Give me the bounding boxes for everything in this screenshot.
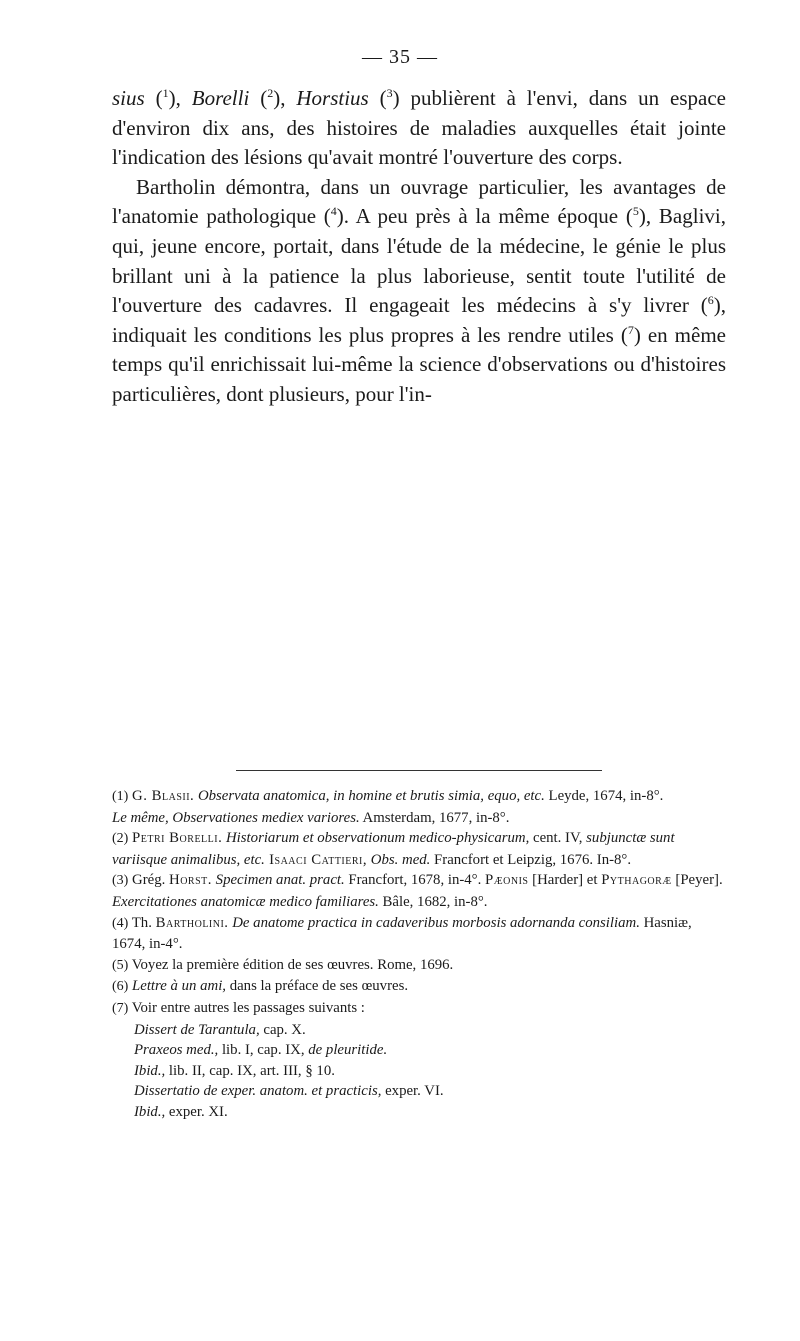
footnote-4 [112,913,726,955]
author-name: Pæonis [485,872,529,889]
footnote-number: (3) [112,873,129,889]
author-name: Bartholini. [155,914,229,931]
work-title: Specimen anat. pract. [211,872,345,889]
footnote-text: Grég. [128,872,170,889]
text-fragment: . A peu près à la même époque [343,204,626,229]
footnote-number: (1) [112,789,129,804]
footnotes [112,786,726,1123]
footnote-text: dans la préface de ses œuvres. [226,978,409,995]
footnote-number: (2) [112,831,129,847]
footnote-3 [112,870,726,912]
work-title: Observata anatomica, in homine et brutis simia, equo, etc. [197,788,545,804]
work-title: Dissert de Tarantula, [134,1021,260,1038]
footnote-ref: 2 [267,86,274,100]
reference-line [112,1040,726,1061]
footnote-text: Voyez la première édition de ses œuvres. Rome, 1696. [128,956,454,973]
footnote-text: Hasniæ, 1674, in-4°. [112,914,692,953]
text-fragment: publièrent à l'envi, dans un espace d'environ dix ans, des histoires de maladies auxquelles était jointe l'indication des lésions qu'avait montré l'ouverture des corps. [112,86,726,170]
author-name: Pythagoræ [601,872,672,889]
author-name: Horstius [296,86,369,110]
work-title: Historiarum et observationum medico-physicarum, [226,830,530,847]
footnote-text: Voir entre autres les passages suivants : [128,999,365,1016]
work-title: Praxeos med., [134,1042,219,1059]
work-title: Exercitationes anatomicæ medico familiares. [112,893,379,910]
author-name: Petri Borelli. [132,830,223,847]
author-name: Isaaci Cattieri, [264,851,368,868]
author-name: Horst. [169,872,212,889]
footnote-ref: 4 [330,204,337,219]
footnote-number: (7) [112,1000,129,1016]
paragraph-2: Bartholin démontra, dans un ouvrage particulier, les avantages de l'anatomie pathologique ($^4$). A peu près à la même époque ($^5$), Baglivi, qui, jeune encore, portait, dans l'étude de la médecine, le génie le plus brillant uni à la patience la plus laborieuse, sentit toute l'utilité de l'ouverture des cadavres. Il engageait les médecins à s'y livrer ($^6$), indiquait les conditions les plus propres à les rendre utiles ($^7$) en même temps qu'il enrichissait lui-même la science d'observations ou d'histoires particulières, dont plusieurs, pour l'in- [112,174,726,406]
work-title: Obs. med. [367,851,431,868]
work-title: Lettre à un ami, [128,978,227,995]
work-title: de pleuritide. [308,1042,388,1059]
paragraph-1: sius ($^1$), Borelli ($^2$), Horstius ($^3$) publièrent à l'envi, dans un espace d'environ dix ans, des histoires de maladies auxquelles était jointe l'indication des lésions qu'avait montré l'ouverture des corps. [112,86,726,170]
footnote-text: exper. VI. [381,1083,444,1100]
reference-line [112,1020,726,1041]
text-fragment: , [175,86,192,110]
footnote-1 [112,786,726,828]
author-name: G. Blasii. [132,788,195,804]
footnote-number: (6) [112,979,129,995]
footnote-ref: 6 [707,293,714,308]
footnote-text: [Peyer]. [671,872,723,889]
reference-line [112,1081,726,1102]
footnote-text: lib. I, cap. IX, [218,1042,309,1059]
work-title: Dissertatio de exper. anatom. et practicis, [134,1083,382,1100]
footnote-text: lib. II, cap. IX, art. III, § 10. [165,1062,335,1079]
author-name: Borelli [191,86,250,110]
footnote-text: exper. XI. [165,1103,228,1120]
work-title: subjunctæ sunt variisque animalibus, etc. [112,830,675,868]
text-fragment: , Baglivi, qui, jeune encore, portait, dans l'étude de la médecine, le génie le plus brillant uni à la patience la plus laborieuse, sentit toute l'utilité de l'ouverture des cadavres. Il engageait les médecins à s'y livrer [112,204,726,318]
page-number: — 35 — [362,46,438,68]
footnote-text: Amsterdam, 1677, in-8°. [359,809,510,826]
footnote-ref: 3 [386,86,393,100]
footnote-text: cent. IV, [529,830,587,847]
work-title: De anatome practica in cadaveribus morbosis adornanda consiliam. [228,914,640,931]
work-title: Ibid., [134,1103,166,1120]
text-fragment: sius [112,86,145,110]
text-fragment: , [280,86,297,110]
footnote-divider [236,770,602,771]
work-title: Ibid., [134,1062,166,1079]
footnote-text: Th. [128,914,156,931]
footnote-number: (4) [112,915,129,931]
footnote-7 [112,998,726,1020]
footnote-5 [112,955,726,977]
reference-line [112,1061,726,1082]
footnote-6 [112,976,726,998]
text-fragment: en même temps qu'il enrichissait lui-même la science d'observations ou d'histoires particulières, dont plusieurs, pour l'in- [112,322,726,406]
reference-line [112,1102,726,1123]
footnote-ref: 1 [162,86,169,100]
footnote-text: Leyde, 1674, in-8°. [544,788,664,804]
work-title: Le même, Observationes mediex variores. [112,809,360,826]
footnote-text: Francfort et Leipzig, 1676. In-8°. [430,851,632,868]
footnote-2 [112,828,726,870]
text-fragment: Bartholin démontra, dans un ouvrage particulier, les avantages de l'anatomie pathologique [112,174,726,229]
footnote-text: cap. X. [259,1021,306,1038]
text-fragment: , indiquait les conditions les plus propres à les rendre utiles [112,293,726,347]
footnote-number: (5) [112,957,129,973]
body-text [112,84,726,410]
footnote-text: Francfort, 1678, in-4°. [344,872,485,889]
footnote-text: [Harder] et [528,872,602,889]
footnote-text: Bâle, 1682, in-8°. [378,893,488,910]
footnote-ref: 5 [632,204,639,219]
footnote-ref: 7 [627,322,634,337]
